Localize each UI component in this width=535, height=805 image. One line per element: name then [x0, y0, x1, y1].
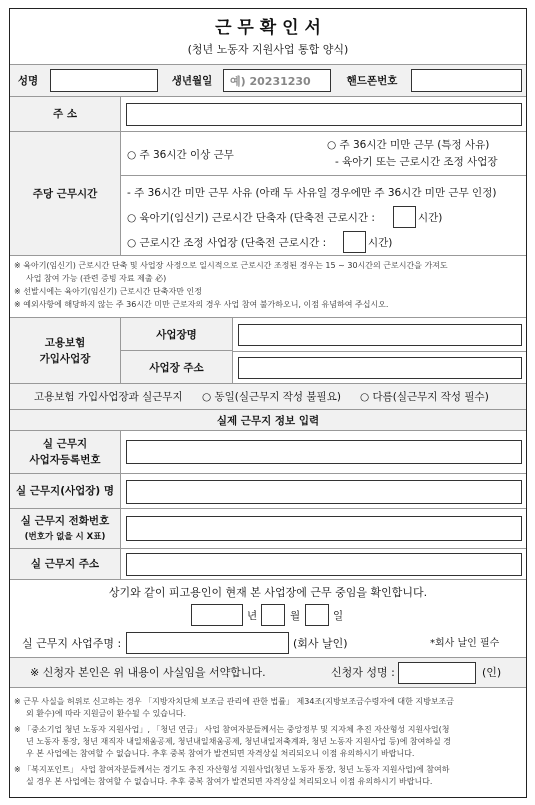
- childcare-hours-field[interactable]: [393, 206, 416, 228]
- applicant-field[interactable]: [398, 662, 476, 684]
- birth-label: 생년월일: [171, 75, 213, 87]
- option-childcare[interactable]: ○ 육아기(임신기) 근로시간 단축자 (단축전 근로시간 :: [127, 212, 375, 224]
- note-line: ※ 선발시에는 육아기(임신기) 근로시간 단축자만 인정: [14, 287, 202, 296]
- form-subtitle: (청년 노동자 지원사업 통합 양식): [187, 43, 349, 56]
- actual-addr-field[interactable]: [126, 553, 522, 576]
- address-label: 주 소: [10, 97, 121, 131]
- actual-phone-label: [10, 509, 121, 548]
- employer-addr-label: 사업장 주소: [149, 361, 204, 374]
- option-different[interactable]: ○ 다름(실근무지 작성 필수): [360, 391, 489, 403]
- form-title: 근 무 확 인 서: [215, 18, 321, 38]
- name-label: 성명: [17, 75, 39, 87]
- applicant-label: 신청자 성명 :: [331, 666, 395, 679]
- employer-row: [10, 318, 526, 384]
- note-line: ※ 「복지포인트」 사업 참여자분들께서는 경기도 추진 자산형성 지원사업(청년 노동자 통장, 청년 노동자 지원사업)에 참여하: [14, 765, 450, 774]
- actual-reg-field[interactable]: [126, 440, 522, 464]
- adjust-hours-field[interactable]: [343, 231, 366, 253]
- confirm-text: 상기와 같이 피고용인이 현재 본 사업장에 근무 중임을 확인합니다.: [108, 586, 428, 599]
- hours-options: [121, 132, 526, 176]
- owner-field[interactable]: [126, 632, 289, 654]
- note-line: ※ 근무 사실을 허위로 신고하는 경우 「지방자치단체 보조금 관리에 관한 법률」 제34조(지방보조금수령자에 대한 지방보조금: [14, 697, 455, 706]
- note-line: 사업 참여 가능 (관련 증빙 자료 제출 必): [26, 274, 167, 283]
- actual-reg-label-line2: 사업자등록번호: [29, 454, 101, 466]
- actual-phone-label-line1: 실 근무지 전화번호: [20, 514, 110, 527]
- day-field[interactable]: [305, 604, 329, 626]
- actual-reg-label-line1: 실 근무지: [42, 438, 88, 450]
- owner-label: 실 근무지 사업주명 :: [22, 637, 122, 650]
- title-row: [10, 9, 526, 65]
- month-label: 월: [290, 610, 301, 622]
- pledge-row: [10, 658, 526, 688]
- notes-hours: [10, 256, 526, 318]
- employer-name-cell: [121, 318, 233, 351]
- employer-label-line2: 가입사업장: [39, 352, 91, 365]
- name-field[interactable]: [50, 69, 158, 92]
- employer-name-field[interactable]: [238, 324, 522, 346]
- pledge-text: ※ 신청자 본인은 위 내용이 사실임을 서약합니다.: [30, 666, 266, 679]
- childcare-unit: 시간): [418, 212, 443, 224]
- actual-phone-label-line2: (번호가 없을 시 X표): [24, 531, 106, 542]
- adjust-unit: 시간): [368, 237, 393, 249]
- note-line: ※ 예외사항에 해당하지 않는 주 36시간 미만 근로자의 경우 사업 참여 불가하오니, 이점 유념하여 주십시오.: [14, 300, 389, 309]
- year-label: 년: [247, 610, 258, 622]
- same-location-row: [10, 384, 526, 410]
- weekly-hours-label: 주당 근무시간: [10, 132, 121, 255]
- confirm-row: [10, 580, 526, 658]
- under-36-sub: - 육아기 또는 근로시간 조정 사업장: [335, 156, 498, 168]
- actual-name-field[interactable]: [126, 480, 522, 504]
- address-row: [10, 97, 526, 132]
- actual-addr-row: [10, 549, 526, 580]
- option-over-36[interactable]: ○ 주 36시간 이상 근무: [127, 149, 234, 161]
- birth-field[interactable]: 예) 20231230: [223, 69, 331, 92]
- reason-title: - 주 36시간 미만 근무 사유 (아래 두 사유일 경우에만 주 36시간 미만 근무 인정): [127, 187, 497, 199]
- actual-addr-label: 실 근무지 주소: [10, 549, 121, 579]
- note-line: 실 경우 본 사업에는 참여할 수 없습니다. 추후 중복 참여가 발견되면 자격상실 처리되오니 이점 유의하시기 바랍니다.: [26, 777, 433, 786]
- actual-header: 실제 근무지 정보 입력: [216, 414, 320, 427]
- note-line: ※ 육아기(임신기) 근로시간 단축 및 사업장 사정으로 일시적으로 근로시간 조정된 경우는 15 ~ 30시간의 근로시간을 가져도: [14, 261, 448, 270]
- employer-label-line1: 고용보험: [44, 336, 86, 349]
- actual-reg-label: [10, 431, 121, 473]
- company-seal-label: (회사 날인): [293, 637, 348, 650]
- note-line: 외 환수)에 따라 지원금이 환수될 수 있습니다.: [26, 709, 187, 718]
- note-line: 우 본 사업에는 참여할 수 없습니다. 추후 중복 참여가 발견되면 자격상실 처리되오니 이점 유의하시기 바랍니다.: [26, 749, 415, 758]
- note-line: ※ 「중소기업 청년 노동자 지원사업」, 「청년 연금」 사업 참여자분들께서는 중앙정부 및 지자체 추진 자산형성 지원사업(청: [14, 725, 450, 734]
- employer-name-label: 사업장명: [156, 328, 197, 341]
- year-field[interactable]: [191, 604, 243, 626]
- employer-addr-cell: [121, 351, 233, 383]
- applicant-seal-label: (인): [482, 666, 502, 679]
- phone-label: 핸드폰번호: [346, 75, 398, 87]
- weekly-hours-row: [10, 132, 526, 256]
- notes-legal: [10, 688, 526, 798]
- option-same[interactable]: ○ 동일(실근무지 작성 불필요): [202, 391, 341, 403]
- seal-required-note: *회사 날인 필수: [430, 638, 500, 649]
- basic-info-row: [10, 65, 526, 97]
- option-adjust[interactable]: ○ 근로시간 조정 사업장 (단축전 근로시간 :: [127, 237, 327, 249]
- actual-name-row: [10, 474, 526, 509]
- month-field[interactable]: [261, 604, 285, 626]
- actual-name-label: 실 근무지(사업장) 명: [10, 474, 121, 508]
- employer-label: [10, 318, 121, 383]
- note-line: 년 노동자 통장, 청년 재직자 내일채움공제, 청년내일채움공제, 청년내일저축계좌, 청년 노동자 지원사업 등)에 참여하실 경: [26, 737, 452, 746]
- same-location-label: 고용보험 가입사업장과 실근무지: [34, 391, 183, 403]
- day-label: 일: [333, 610, 344, 622]
- actual-phone-field[interactable]: [126, 516, 522, 541]
- actual-header-row: [10, 410, 526, 431]
- employer-addr-field[interactable]: [238, 357, 522, 379]
- actual-phone-row: [10, 509, 526, 549]
- actual-reg-row: [10, 431, 526, 474]
- work-confirmation-form: [9, 8, 527, 798]
- address-field[interactable]: [126, 103, 522, 126]
- phone-field[interactable]: [411, 69, 522, 92]
- option-under-36[interactable]: ○ 주 36시간 미만 근무 (특정 사유): [327, 139, 490, 151]
